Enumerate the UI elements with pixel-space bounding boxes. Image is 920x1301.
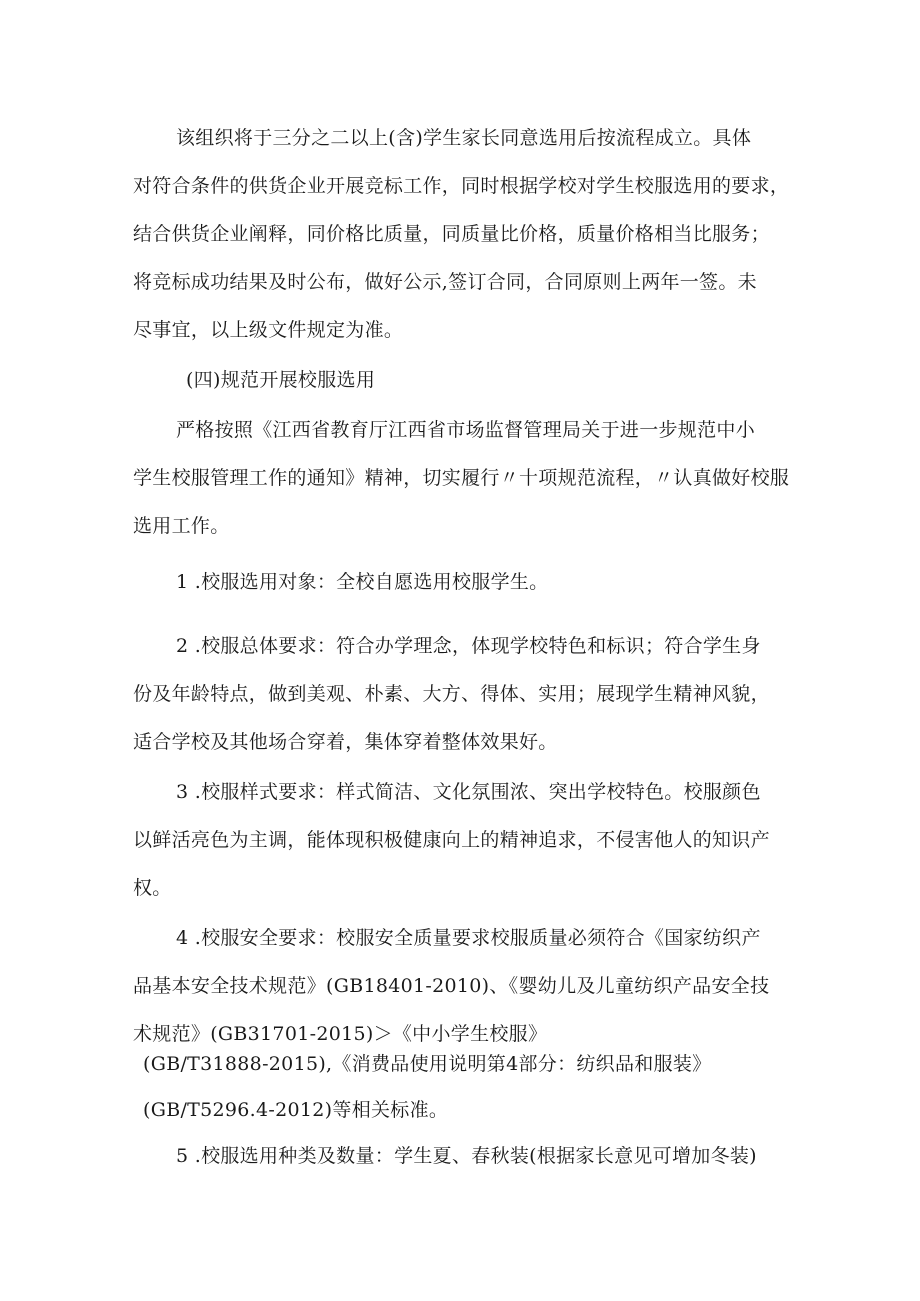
text-line-21: (GB/T5296.4-2012)等相关标准。 [143, 1099, 449, 1121]
list-item-3: 3 .校服样式要求：样式简洁、文化氛围浓、突出学校特色。校服颜色 [176, 781, 761, 803]
text-line-20: (GB/T31888-2015),《消费品使用说明第4部分：纺织品和服装》 [143, 1053, 712, 1075]
list-item-5: 5 .校服选用种类及数量：学生夏、春秋装(根据家长意见可增加冬装) [176, 1145, 757, 1167]
text-line-8: 学生校服管理工作的通知》精神，切实履行〃十项规范流程，〃认真做好校服 [133, 467, 790, 489]
text-line-18: 品基本安全技术规范》(GB18401-2010)、《婴幼儿及儿童纺织产品安全技 [133, 975, 770, 997]
text-line-1: 该组织将于三分之二以上(含)学生家长同意选用后按流程成立。具体 [176, 127, 752, 149]
text-line-3: 结合供货企业阐释，同价格比质量，同质量比价格，质量价格相当比服务； [133, 223, 770, 245]
text-line-15: 以鲜活亮色为主调，能体现积极健康向上的精神追求，不侵害他人的知识产 [133, 829, 770, 851]
text-line-9: 选用工作。 [133, 515, 230, 537]
text-line-4: 将竞标成功结果及时公布，做好公示,签订合同，合同原则上两年一签。未 [133, 271, 757, 293]
text-line-2: 对符合条件的供货企业开展竞标工作，同时根据学校对学生校服选用的要求， [133, 175, 790, 197]
section-heading: (四)规范开展校服选用 [186, 369, 376, 391]
text-line-13: 适合学校及其他场合穿着，集体穿着整体效果好。 [133, 731, 558, 753]
list-item-2: 2 .校服总体要求：符合办学理念，体现学校特色和标识；符合学生身 [176, 635, 761, 657]
text-line-12: 份及年龄特点，做到美观、朴素、大方、得体、实用；展现学生精神风貌， [133, 683, 770, 705]
list-item-1: 1 .校服选用对象：全校自愿选用校服学生。 [176, 571, 549, 593]
text-line-5: 尽事宜，以上级文件规定为准。 [133, 319, 404, 341]
text-line-7: 严格按照《江西省教育厅江西省市场监督管理局关于进一步规范中小 [176, 419, 756, 441]
list-item-4: 4 .校服安全要求：校服安全质量要求校服质量必须符合《国家纺织产 [176, 927, 761, 949]
text-line-19: 术规范》(GB31701-2015)＞《中小学生校服》 [133, 1023, 548, 1045]
text-line-16: 权。 [133, 877, 172, 899]
